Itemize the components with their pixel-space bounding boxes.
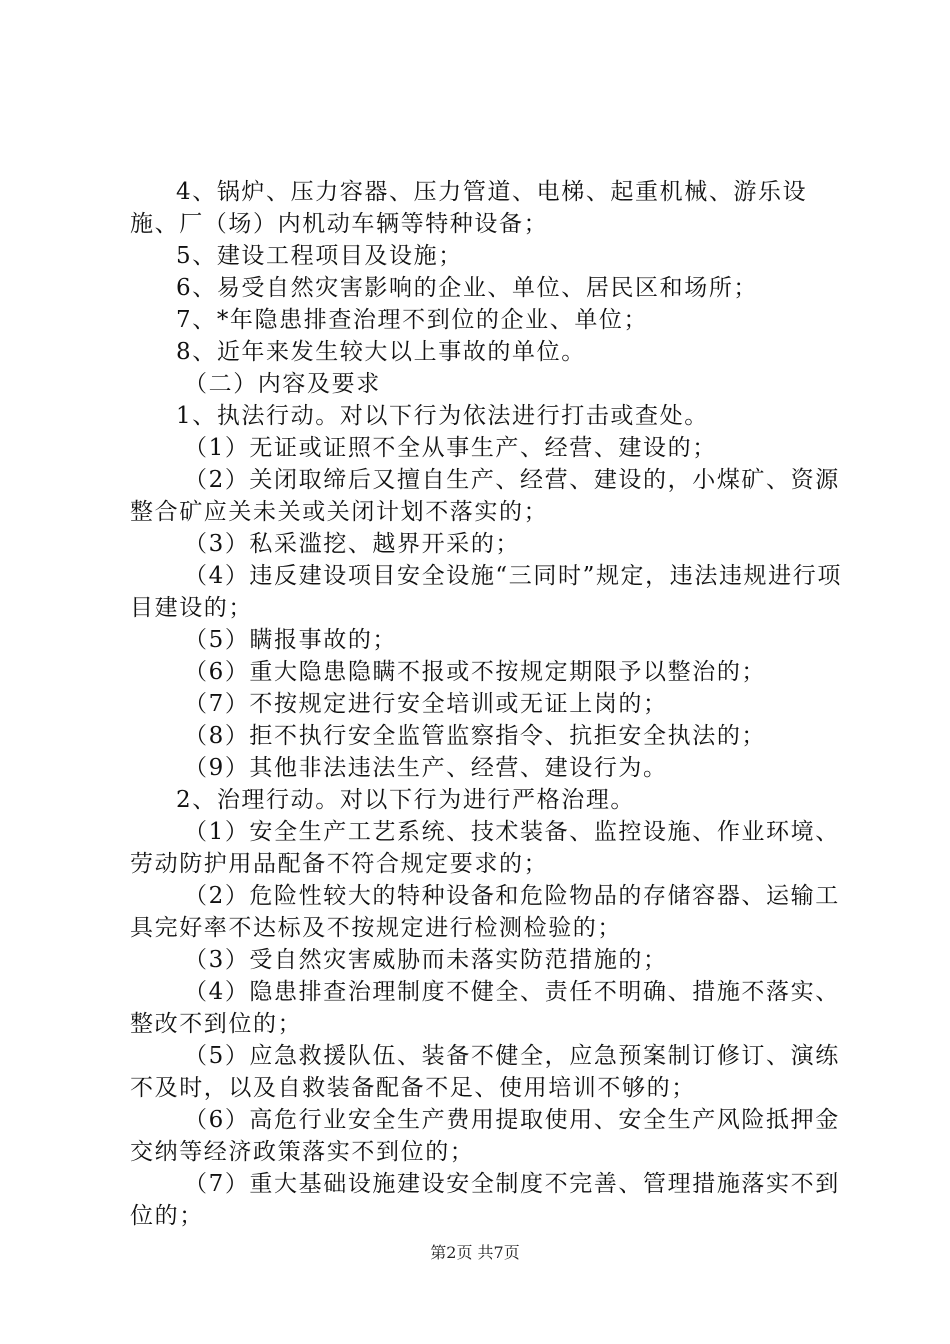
paragraph: （8）拒不执行安全监管监察指令、抗拒安全执法的； xyxy=(184,723,767,749)
paragraph: （二）内容及要求 xyxy=(184,371,381,397)
paragraph: 6、易受自然灾害影响的企业、单位、居民区和场所； xyxy=(176,275,759,301)
paragraph: 1、执法行动。对以下行为依法进行打击或查处。 xyxy=(176,403,709,429)
paragraph: （7）不按规定进行安全培训或无证上岗的； xyxy=(184,691,668,717)
page-footer: 第2页 共7页 xyxy=(430,1243,520,1262)
paragraph: 7、*年隐患排查治理不到位的企业、单位； xyxy=(176,307,649,333)
paragraph: （6）高危行业安全生产费用提取使用、安全生产风险抵押金交纳等经济政策落实不到位的； xyxy=(130,1107,840,1165)
paragraph: （1）无证或证照不全从事生产、经营、建设的； xyxy=(184,435,717,461)
paragraph: （9）其他非法违法生产、经营、建设行为。 xyxy=(184,755,668,781)
paragraph: （7）重大基础设施建设安全制度不完善、管理措施落实不到位的； xyxy=(130,1171,840,1229)
paragraph: 5、建设工程项目及设施； xyxy=(176,243,463,269)
paragraph: （3）受自然灾害威胁而未落实防范措施的； xyxy=(184,947,668,973)
paragraph: （3）私采滥挖、越界开采的； xyxy=(184,531,521,557)
paragraph: （4）违反建设项目安全设施“三同时”规定，违法违规进行项目建设的； xyxy=(130,563,842,621)
paragraph: （5）瞒报事故的； xyxy=(184,627,398,653)
paragraph: （2）危险性较大的特种设备和危险物品的存储容器、运输工具完好率不达标及不按规定进行检测检验的； xyxy=(130,883,840,941)
paragraph: （1）安全生产工艺系统、技术装备、监控设施、作业环境、劳动防护用品配备不符合规定要求的； xyxy=(130,819,840,877)
paragraph: （2）关闭取缔后又擅自生产、经营、建设的，小煤矿、资源整合矿应关未关或关闭计划不落实的； xyxy=(130,467,840,525)
paragraph: （5）应急救援队伍、装备不健全，应急预案制订修订、演练不及时，以及自救装备配备不足、使用培训不够的； xyxy=(130,1043,840,1101)
paragraph: 4、锅炉、压力容器、压力管道、电梯、起重机械、游乐设施、厂（场）内机动车辆等特种设备； xyxy=(130,179,808,237)
paragraph: （4）隐患排查治理制度不健全、责任不明确、措施不落实、整改不到位的； xyxy=(130,979,840,1037)
paragraph: （6）重大隐患隐瞒不报或不按规定期限予以整治的； xyxy=(184,659,767,685)
paragraph: 8、近年来发生较大以上事故的单位。 xyxy=(176,339,586,365)
paragraph: 2、治理行动。对以下行为进行严格治理。 xyxy=(176,787,636,813)
document-body xyxy=(130,176,850,1232)
